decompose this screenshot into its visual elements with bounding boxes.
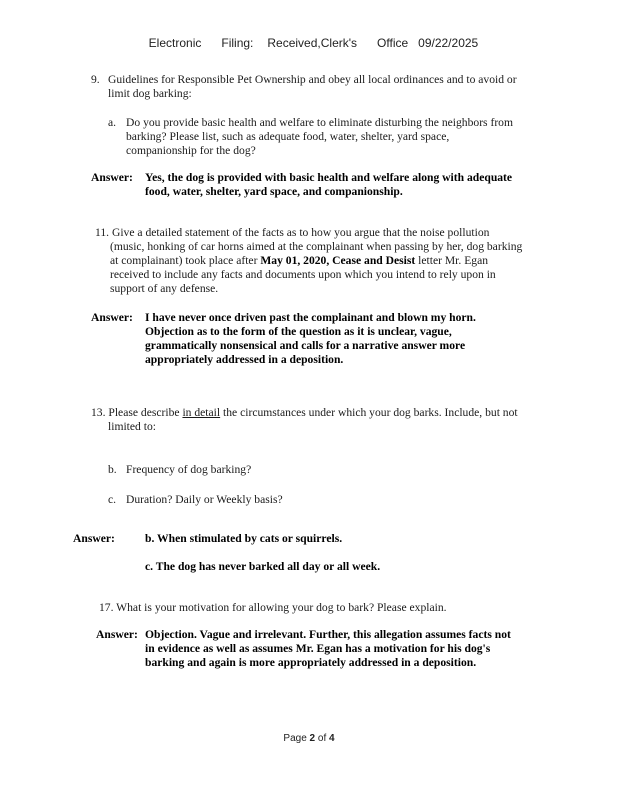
a17-line2: in evidence as well as assumes Mr. Egan has a motivation for his dog's: [145, 642, 491, 655]
q11-line2: (music, honking of car horns aimed at the complainant when passing by her, dog barking: [110, 240, 523, 253]
a17-line3: barking and again is more appropriately addressed in a deposition.: [145, 656, 477, 669]
q11-line3: [110, 254, 488, 268]
q13-line1: [91, 406, 518, 420]
a11-line2: Objection as to the form of the question as it is unclear, vague,: [145, 325, 452, 338]
a13-c: c. The dog has never barked all day or all week.: [145, 560, 381, 573]
q13b-text: Frequency of dog barking?: [126, 463, 252, 476]
q9a-line1: Do you provide basic health and welfare to eliminate disturbing the neighbors from: [126, 116, 513, 129]
page-prefix: Page: [283, 733, 307, 744]
a11-line4: appropriately addressed in a deposition.: [145, 353, 344, 366]
header-date: 09/22/2025: [418, 36, 479, 50]
header-electronic: Electronic: [148, 36, 202, 50]
a9-line2: food, water, shelter, yard space, and companionship.: [145, 185, 403, 198]
q13-line2: limited to:: [108, 420, 156, 433]
q9a-line2: barking? Please list, such as adequate food, water, shelter, yard space,: [126, 130, 450, 143]
a9-label: Answer:: [91, 171, 133, 184]
page-number-footer: [0, 733, 618, 744]
q9a-line3: companionship for the dog?: [126, 144, 256, 157]
header-office: Office: [377, 36, 409, 50]
header-filing: Filing:: [221, 36, 254, 50]
q11-line4: received to include any facts and documents upon which you intend to rely upon in: [110, 268, 496, 281]
q13-underline: in detail: [182, 406, 221, 419]
q13c-letter: c.: [108, 493, 117, 506]
q13-line1-end: the circumstances under which your dog barks. Include, but not: [223, 406, 518, 419]
a17-line1: Objection. Vague and irrelevant. Further, this allegation assumes facts not: [145, 628, 511, 641]
q11-line5: support of any defense.: [110, 282, 219, 295]
q11-line1: 11. Give a detailed statement of the facts as to how you argue that the noise pollution: [95, 226, 490, 239]
q17-line1: 17. What is your motivation for allowing your dog to bark? Please explain.: [99, 601, 447, 614]
page-total: 4: [329, 733, 335, 744]
q13b-letter: b.: [108, 463, 117, 476]
q9-line1: Guidelines for Responsible Pet Ownership and obey all local ordinances and to avoid or: [108, 73, 517, 86]
q11-line3-start: at complainant) took place after: [110, 254, 258, 267]
header-received: Received,Clerk's: [267, 36, 358, 50]
q11-line3-end: letter Mr. Egan: [418, 254, 489, 267]
a13-label: Answer:: [73, 532, 115, 545]
q13c-text: Duration? Daily or Weekly basis?: [126, 493, 283, 506]
page-current: 2: [309, 733, 316, 744]
a9-line1: Yes, the dog is provided with basic health and welfare along with adequate: [145, 171, 513, 184]
q9-line2: limit dog barking:: [108, 87, 192, 100]
q11-line3-bold: May 01, 2020, Cease and Desist: [260, 254, 416, 267]
filing-header: [142, 22, 478, 50]
page-of: of: [317, 733, 327, 744]
a11-line3: grammatically nonsensical and calls for a narrative answer more: [145, 339, 466, 352]
q9a-letter: a.: [108, 116, 117, 129]
q9-number: 9.: [91, 73, 100, 86]
a11-label: Answer:: [91, 311, 133, 324]
a17-label: Answer:: [96, 628, 138, 641]
a11-line1: I have never once driven past the complainant and blown my horn.: [145, 311, 476, 324]
a13-b: b. When stimulated by cats or squirrels.: [145, 532, 343, 545]
q13-line1-start: 13. Please describe: [91, 406, 180, 419]
